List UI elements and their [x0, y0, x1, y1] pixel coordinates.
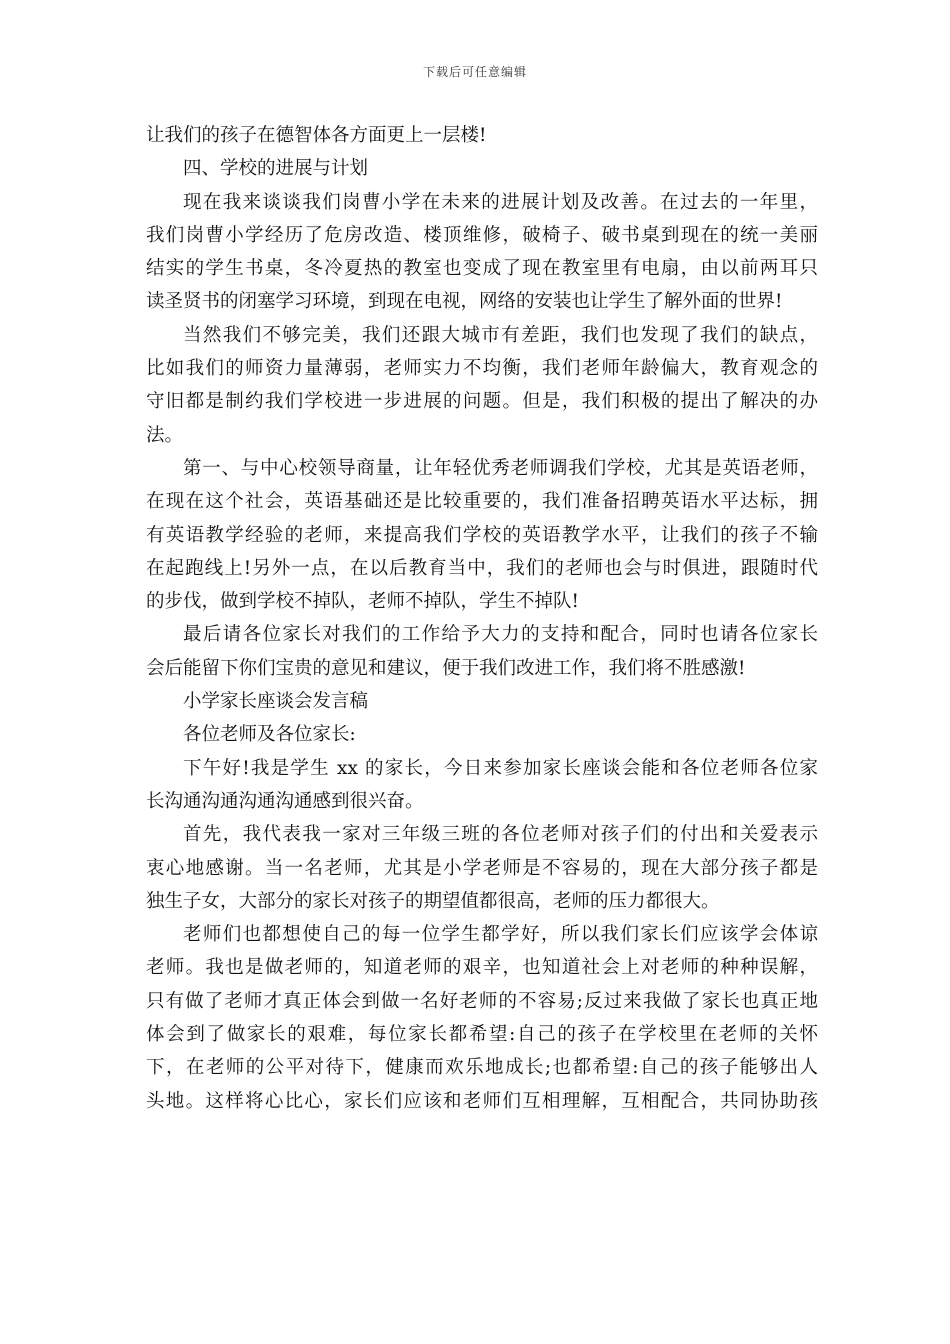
text-line: 头地。这样将心比心，家长们应该和老师们互相理解，互相配合，共同协助孩 [146, 1090, 818, 1112]
text-line: 结实的学生书桌，冬冷夏热的教室也变成了现在教室里有电扇，由以前两耳只 [146, 258, 818, 280]
text-line: 衷心地感谢。当一名老师，尤其是小学老师是不容易的，现在大部分孩子都是 [146, 857, 818, 879]
text-line: 老师们也都想使自己的每一位学生都学好，所以我们家长们应该学会体谅 [183, 924, 818, 946]
text-line: 让我们的孩子在德智体各方面更上一层楼! [146, 125, 487, 146]
text-line: 有英语教学经验的老师，来提高我们学校的英语教学水平，让我们的孩子不输 [146, 524, 818, 546]
text-line: 守旧都是制约我们学校进一步进展的问题。但是，我们积极的提出了解决的办 [146, 391, 818, 413]
text-line: 读圣贤书的闭塞学习环境，到现在电视，网络的安装也让学生了解外面的世界! [146, 291, 783, 313]
section-heading: 四、学校的进展与计划 [183, 158, 369, 180]
speech-title: 小学家长座谈会发言稿 [183, 691, 369, 713]
text-line: 老师。我也是做老师的，知道老师的艰辛，也知道社会上对老师的种种误解， [146, 957, 818, 979]
text-line: 现在我来谈谈我们岗曹小学在未来的进展计划及改善。在过去的一年里， [183, 191, 818, 213]
text-line: 独生子女，大部分的家长对孩子的期望值都很高，老师的压力都很大。 [146, 890, 720, 912]
text-line: 下，在老师的公平对待下，健康而欢乐地成长;也都希望:自己的孩子能够出人 [146, 1057, 818, 1079]
text-line: 的步伐，做到学校不掉队，老师不掉队，学生不掉队! [146, 591, 579, 613]
text-line: 比如我们的师资力量薄弱，老师实力不均衡，我们老师年龄偏大，教育观念的 [146, 358, 818, 380]
text-line: 在现在这个社会，英语基础还是比较重要的，我们准备招聘英语水平达标，拥 [146, 491, 818, 513]
text-line: 我们岗曹小学经历了危房改造、楼顶维修，破椅子、破书桌到现在的统一美丽 [146, 224, 818, 246]
text-line: 最后请各位家长对我们的工作给予大力的支持和配合，同时也请各位家长 [183, 624, 818, 646]
salutation: 各位老师及各位家长: [183, 724, 356, 746]
text-line: 下午好!我是学生 xx 的家长，今日来参加家长座谈会能和各位老师各位家 [183, 757, 818, 779]
text-line: 当然我们不够完美，我们还跟大城市有差距，我们也发现了我们的缺点， [183, 324, 818, 346]
text-line: 法。 [146, 424, 184, 446]
text-line: 长沟通沟通沟通沟通感到很兴奋。 [146, 790, 424, 812]
text-line: 在起跑线上!另外一点，在以后教育当中，我们的老师也会与时俱进，跟随时代 [146, 557, 818, 579]
text-line: 会后能留下你们宝贵的意见和建议，便于我们改进工作，我们将不胜感激! [146, 657, 746, 679]
page-header: 下载后可任意编辑 [422, 65, 527, 79]
text-line: 第一、与中心校领导商量，让年轻优秀老师调我们学校，尤其是英语老师， [183, 457, 818, 479]
text-line: 体会到了做家长的艰难，每位家长都希望:自己的孩子在学校里在老师的关怀 [146, 1024, 818, 1046]
document-body [146, 119, 818, 1118]
text-line: 只有做了老师才真正体会到做一名好老师的不容易;反过来我做了家长也真正地 [146, 990, 818, 1012]
text-line: 首先，我代表我一家对三年级三班的各位老师对孩子们的付出和关爱表示 [183, 824, 818, 846]
